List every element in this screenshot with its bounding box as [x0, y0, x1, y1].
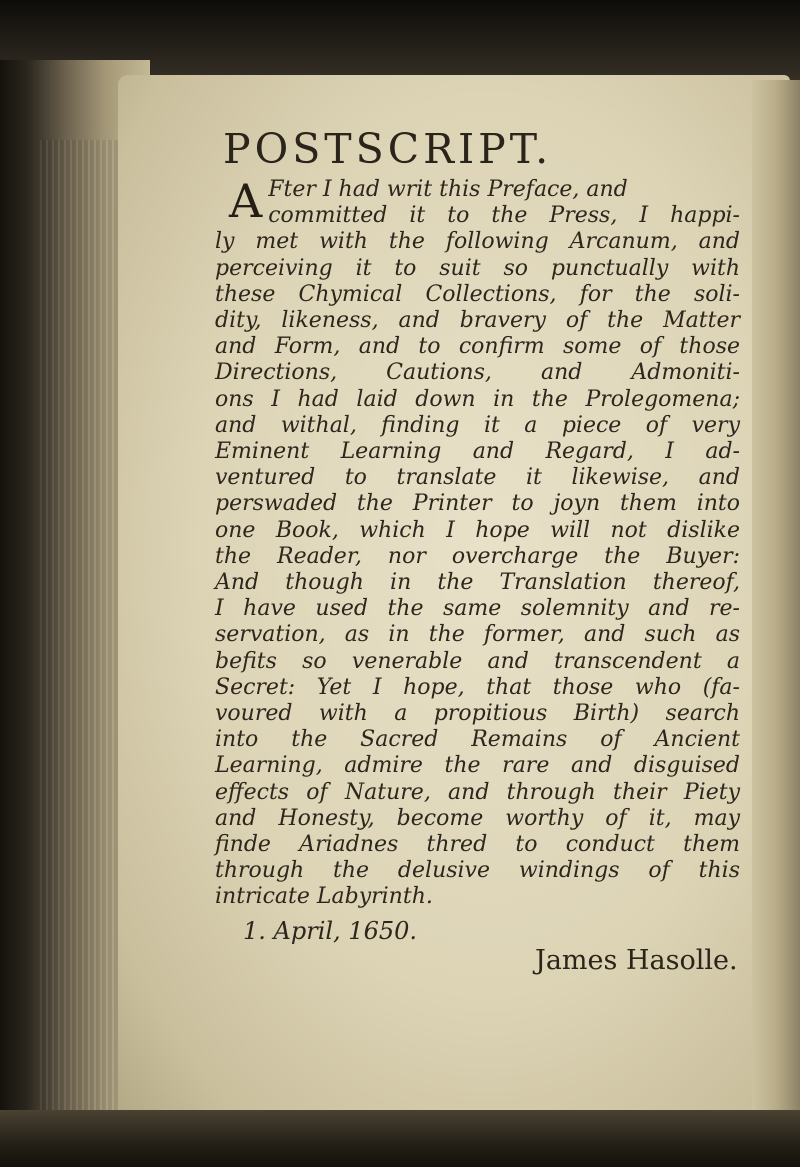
- page-title: POSTSCRIPT.: [223, 125, 553, 173]
- book-bottom-edge: [0, 1110, 800, 1167]
- page-text-block: [215, 125, 740, 976]
- text-line: committed it to the Press, I happi-: [268, 203, 740, 229]
- date-line: 1. April, 1650.: [243, 916, 418, 945]
- text-line: ons I had laid down in the Prolegomena;: [215, 386, 740, 412]
- text-line: intricate Labyrinth.: [215, 884, 433, 910]
- text-line: Secret: Yet I hope, that those who (fa-: [215, 674, 740, 700]
- signature: James Hasolle.: [535, 944, 738, 976]
- text-line: Eminent Learning and Regard, I ad-: [215, 439, 740, 465]
- text-line: into the Sacred Remains of Ancient: [215, 727, 740, 753]
- text-line: I have used the same solemnity and re-: [215, 596, 740, 622]
- text-line: and Form, and to confirm some of those: [215, 334, 740, 360]
- text-line: voured with a propitious Birth) search: [215, 701, 740, 727]
- text-line: Fter I had writ this Preface, and: [268, 177, 628, 202]
- text-line: befits so venerable and transcendent a: [215, 648, 740, 674]
- text-line: And though in the Translation thereof,: [215, 570, 740, 596]
- text-line: ventured to translate it likewise, and: [215, 465, 740, 491]
- text-line: one Book, which I hope will not dislike: [215, 517, 740, 543]
- text-line: and withal, finding it a piece of very: [215, 412, 740, 438]
- text-line: effects of Nature, and through their Piety: [215, 779, 740, 805]
- text-line: Directions, Cautions, and Admoniti-: [215, 360, 740, 386]
- text-line: perceiving it to suit so punctually with: [215, 255, 740, 281]
- text-line: servation, as in the former, and such as: [215, 622, 740, 648]
- text-line: ly met with the following Arcanum, and: [215, 229, 740, 255]
- text-line: Learning, admire the rare and disguised: [215, 753, 740, 779]
- postscript-body: [215, 174, 740, 911]
- text-line: and Honesty, become worthy of it, may: [215, 805, 740, 831]
- text-line: perswaded the Printer to joyn them into: [215, 491, 740, 517]
- text-line: finde Ariadnes thred to conduct them: [215, 832, 740, 858]
- text-line: these Chymical Collections, for the soli-: [215, 281, 740, 307]
- drop-cap: A: [229, 174, 263, 228]
- text-line: dity, likeness, and bravery of the Matter: [215, 308, 740, 334]
- text-line: through the delusive windings of this: [215, 858, 740, 884]
- book-right-edge: [752, 80, 800, 1120]
- text-line: the Reader, nor overcharge the Buyer:: [215, 543, 740, 569]
